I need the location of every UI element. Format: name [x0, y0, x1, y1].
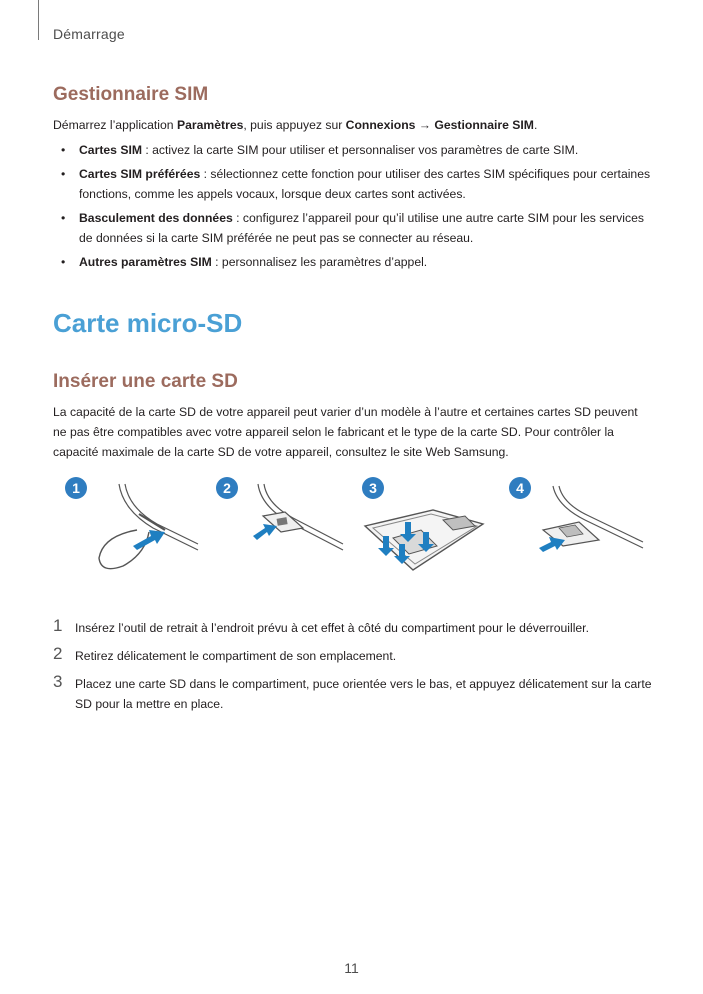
intro-sim-manager: Gestionnaire SIM	[434, 118, 534, 132]
sim-manager-heading: Gestionnaire SIM	[53, 84, 209, 105]
sd-steps-list	[53, 618, 653, 722]
bullet-text: : sélectionnez cette fonction pour utiliser des cartes SIM spécifiques pour certaines fonctions, comme les appels vocaux, lorsque deux cartes sont activées.	[79, 167, 651, 201]
step-badge-2: 2	[216, 477, 238, 499]
sd-insertion-illustration	[53, 470, 653, 590]
bullet-term: Cartes SIM	[79, 143, 142, 157]
list-item	[53, 618, 653, 638]
bullet-term: Basculement des données	[79, 211, 233, 225]
insert-sd-heading: Insérer une carte SD	[53, 371, 238, 392]
step-number: 2	[53, 644, 63, 663]
list-item: • Basculement des données : configurez l’appareil pour qu’il utilise une autre carte SIM pour les services de données si la carte SIM préférée ne peut pas se connecter au réseau.	[61, 211, 644, 245]
bullet-text: : activez la carte SIM pour utiliser et personnaliser vos paramètres de carte SIM.	[142, 143, 579, 157]
list-item	[53, 674, 653, 714]
arrow-icon	[253, 524, 277, 540]
intro-text: Démarrez l’application	[53, 118, 177, 132]
step-number: 1	[53, 616, 63, 635]
ejection-pin-loop	[99, 530, 149, 569]
bullet-text: : personnalisez les paramètres d’appel.	[211, 255, 428, 269]
intro-arrow: →	[415, 118, 435, 132]
sd-intro-paragraph: La capacité de la carte SD de votre appareil peut varier d’un modèle à l’autre et certaines cartes SD peuvent ne pas être compatibles avec votre appareil selon le fabricant et le type de la carte SD. Pour contrôler la capacité maximale de la carte SD de votre appareil, consultez le site Web Samsung.	[53, 405, 638, 459]
intro-connections: Connexions	[345, 118, 416, 132]
section-header: Démarrage	[53, 26, 125, 42]
list-item	[53, 646, 653, 666]
step-text: Retirez délicatement le compartiment de son emplacement.	[75, 649, 397, 663]
intro-text: , puis appuyez sur	[243, 118, 346, 132]
sim-options-list	[53, 140, 653, 276]
step-badge-1: 1	[65, 477, 87, 499]
header-divider	[38, 0, 39, 40]
step-badge-4: 4	[509, 477, 531, 499]
sim-intro	[53, 115, 653, 135]
step-text: Placez une carte SD dans le compartiment, puce orientée vers le bas, et appuyez délicatement sur la carte SD pour la mettre en place.	[75, 677, 652, 711]
step-number: 3	[53, 672, 63, 691]
micro-sd-heading: Carte micro-SD	[53, 308, 243, 338]
bullet-term: Autres paramètres SIM	[79, 255, 212, 269]
list-item: • Autres paramètres SIM : personnalisez les paramètres d’appel.	[61, 255, 428, 269]
bullet-term: Cartes SIM préférées	[79, 167, 201, 181]
intro-settings: Paramètres	[176, 118, 244, 132]
illustration-drawing	[53, 470, 653, 590]
list-item: • Cartes SIM préférées : sélectionnez cette fonction pour utiliser des cartes SIM spécifiques pour certaines fonctions, comme les appels vocaux, lorsque deux cartes sont activées.	[61, 167, 651, 201]
step-badge-3: 3	[362, 477, 384, 499]
step-text: Insérez l’outil de retrait à l’endroit prévu à cet effet à côté du compartiment pour le déverrouiller.	[75, 621, 589, 635]
bullet-text: : configurez l’appareil pour qu’il utilise une autre carte SIM pour les services de données si la carte SIM préférée ne peut pas se connecter au réseau.	[79, 211, 644, 245]
page-number: 11	[344, 960, 359, 976]
intro-text: .	[533, 118, 538, 132]
list-item: • Cartes SIM : activez la carte SIM pour utiliser et personnaliser vos paramètres de carte SIM.	[61, 143, 579, 157]
